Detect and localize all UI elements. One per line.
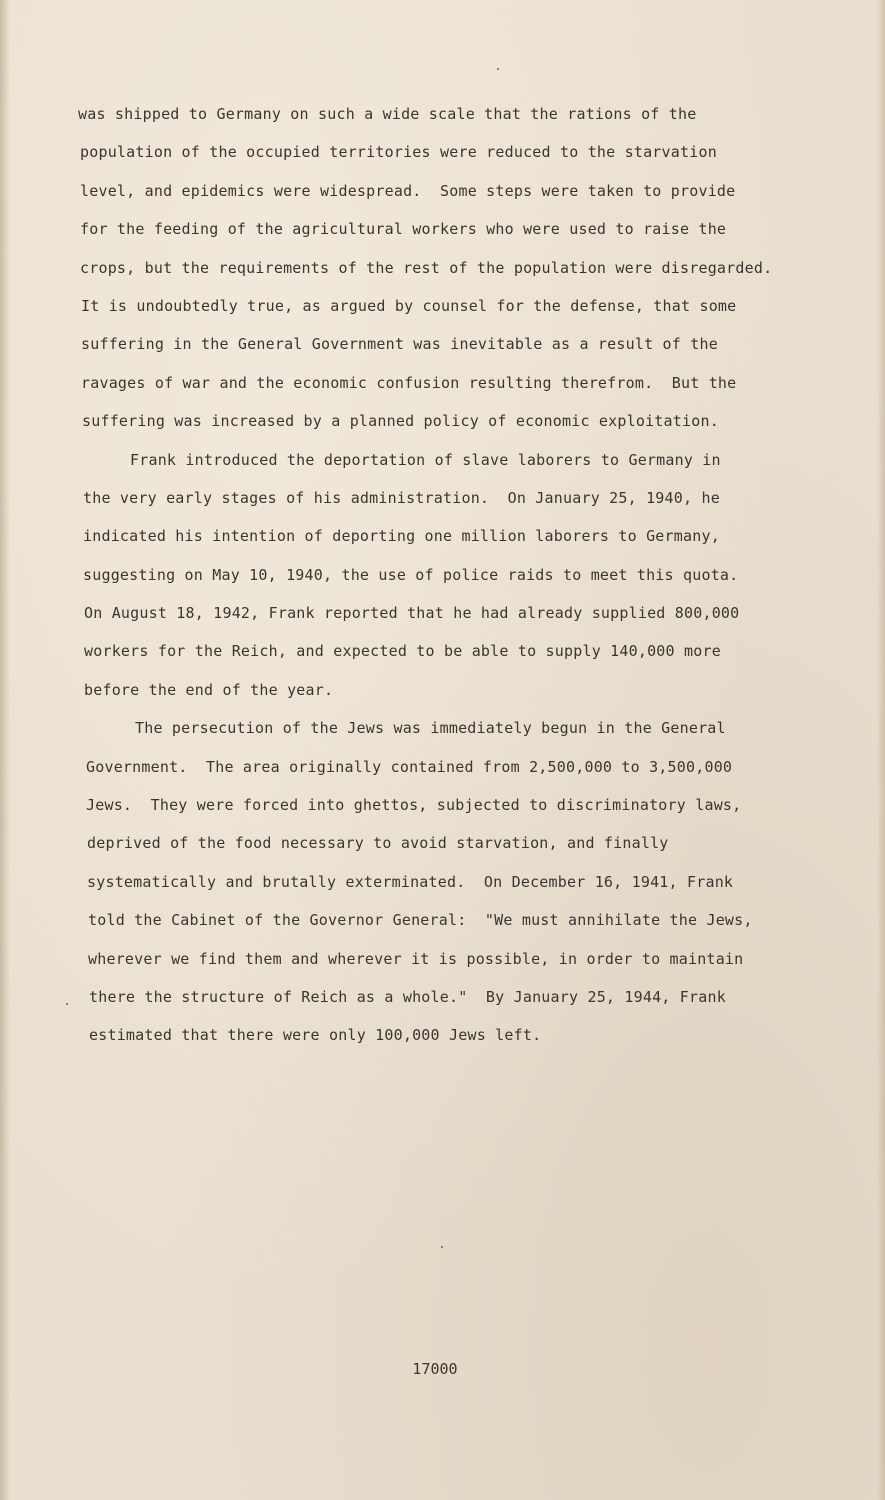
text-line: there the structure of Reich as a whole." By January 25, 1944, Frank — [89, 987, 726, 1006]
text-line: Frank introduced the deportation of slave laborers to Germany in — [130, 450, 721, 469]
typed-text-body — [78, 95, 818, 1055]
text-line: suggesting on May 10, 1940, the use of police raids to meet this quota. — [83, 565, 739, 584]
text-line: was shipped to Germany on such a wide scale that the rations of the — [78, 105, 697, 123]
page-number: 17000 — [412, 1360, 458, 1378]
text-line: ravages of war and the economic confusion resulting therefrom. But the — [81, 373, 737, 392]
page-edge-shadow-right — [877, 0, 885, 1500]
paper-speck — [66, 1003, 68, 1005]
text-line: estimated that there were only 100,000 Jews left. — [89, 1026, 542, 1045]
text-line: workers for the Reich, and expected to be able to supply 140,000 more — [84, 642, 721, 661]
text-line: told the Cabinet of the Governor General: "We must annihilate the Jews, — [88, 911, 753, 930]
text-line: suffering in the General Government was inevitable as a result of the — [81, 335, 718, 354]
text-line: Jews. They were forced into ghettos, subjected to discriminatory laws, — [86, 796, 742, 815]
text-line: indicated his intention of deporting one million laborers to Germany, — [83, 527, 720, 546]
page-edge-shadow-left — [0, 0, 10, 1500]
text-line: It is undoubtedly true, as argued by counsel for the defense, that some — [81, 296, 737, 315]
text-line: systematically and brutally exterminated. On December 16, 1941, Frank — [87, 872, 734, 891]
text-line: before the end of the year. — [84, 680, 334, 699]
text-line: On August 18, 1942, Frank reported that he had already supplied 800,000 — [84, 604, 740, 623]
text-line: population of the occupied territories were reduced to the starvation — [80, 143, 717, 162]
text-line: The persecution of the Jews was immediately begun in the General — [135, 719, 726, 738]
text-line: crops, but the requirements of the rest of the population were disregarded. — [80, 258, 773, 277]
text-line: level, and epidemics were widespread. Some steps were taken to provide — [80, 181, 736, 200]
text-line: for the feeding of the agricultural workers who were used to raise the — [80, 220, 727, 239]
text-line: deprived of the food necessary to avoid starvation, and finally — [87, 834, 669, 853]
text-line: wherever we find them and wherever it is possible, in order to maintain — [88, 949, 744, 968]
text-line: the very early stages of his administration. On January 25, 1940, he — [83, 488, 720, 507]
text-line: suffering was increased by a planned policy of economic exploitation. — [82, 412, 719, 431]
paper-speck — [441, 1246, 443, 1248]
text-line: Government. The area originally contained from 2,500,000 to 3,500,000 — [86, 757, 733, 776]
paper-speck — [497, 68, 499, 70]
